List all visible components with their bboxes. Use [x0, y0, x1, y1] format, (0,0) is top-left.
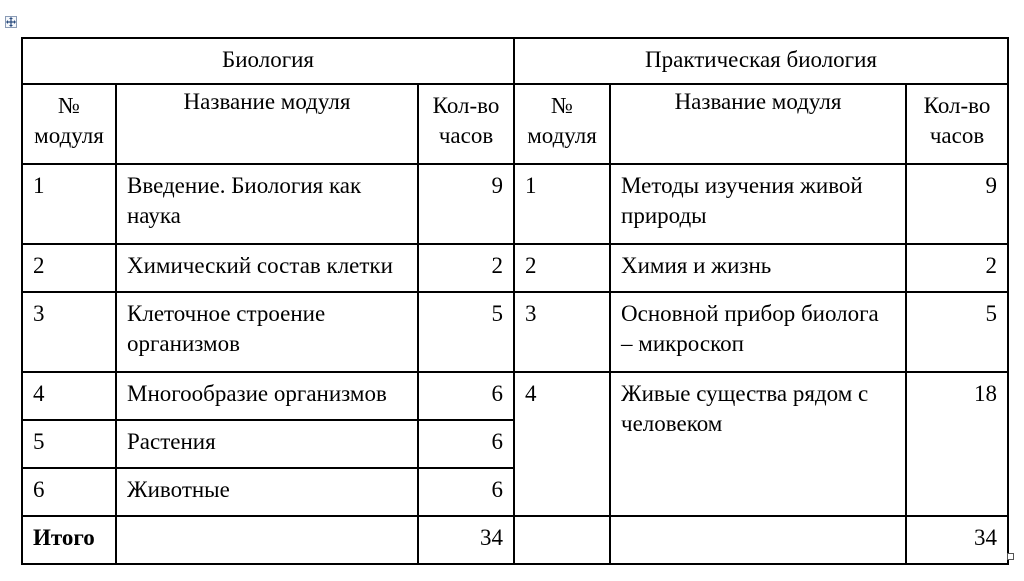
left-col-hours: Кол-во часов: [418, 84, 514, 164]
left-module-name: Введение. Биология как наука: [116, 164, 418, 244]
table-resize-handle[interactable]: [1007, 553, 1014, 560]
right-module-number: 2: [514, 244, 610, 292]
right-col-module-number: № модуля: [514, 84, 610, 164]
right-module-hours: 5: [906, 292, 1008, 372]
left-module-name: Многообразие организмов: [116, 372, 418, 420]
left-module-name: Животные: [116, 468, 418, 516]
left-total-hours: 34: [418, 516, 514, 564]
practical-biology-section-title: Практическая биология: [514, 38, 1008, 84]
right-module-hours: 9: [906, 164, 1008, 244]
right-module-hours: 2: [906, 244, 1008, 292]
left-module-number: 2: [22, 244, 116, 292]
table-row: [22, 372, 1008, 420]
total-empty-cell: [514, 516, 610, 564]
table-row: [22, 292, 1008, 372]
left-module-hours: 6: [418, 420, 514, 468]
right-module-name: Основной прибор биолога – микроскоп: [610, 292, 906, 372]
right-module-hours: 18: [906, 372, 1008, 516]
left-module-hours: 2: [418, 244, 514, 292]
left-module-hours: 5: [418, 292, 514, 372]
right-col-module-name: Название модуля: [610, 84, 906, 164]
table-row: [22, 244, 1008, 292]
total-empty-cell: [116, 516, 418, 564]
right-total-hours: 34: [906, 516, 1008, 564]
table-move-handle-icon[interactable]: [5, 16, 17, 28]
right-module-number: 3: [514, 292, 610, 372]
right-module-number: 1: [514, 164, 610, 244]
right-module-name: Методы изучения живой природы: [610, 164, 906, 244]
left-col-module-number: № модуля: [22, 84, 116, 164]
left-module-name: Клеточное строение организмов: [116, 292, 418, 372]
left-module-number: 6: [22, 468, 116, 516]
left-module-number: 5: [22, 420, 116, 468]
biology-section-title: Биология: [22, 38, 514, 84]
right-col-hours: Кол-во часов: [906, 84, 1008, 164]
right-module-name: Живые существа рядом с человеком: [610, 372, 906, 516]
left-col-module-name: Название модуля: [116, 84, 418, 164]
total-label: Итого: [22, 516, 116, 564]
total-empty-cell: [610, 516, 906, 564]
left-module-number: 1: [22, 164, 116, 244]
total-row: [22, 516, 1008, 564]
left-module-hours: 6: [418, 468, 514, 516]
left-module-number: 3: [22, 292, 116, 372]
left-module-name: Химический состав клетки: [116, 244, 418, 292]
left-module-name: Растения: [116, 420, 418, 468]
left-module-number: 4: [22, 372, 116, 420]
modules-table: [21, 37, 1009, 565]
right-module-number: 4: [514, 372, 610, 516]
right-module-name: Химия и жизнь: [610, 244, 906, 292]
left-module-hours: 6: [418, 372, 514, 420]
left-module-hours: 9: [418, 164, 514, 244]
table-row: [22, 164, 1008, 244]
